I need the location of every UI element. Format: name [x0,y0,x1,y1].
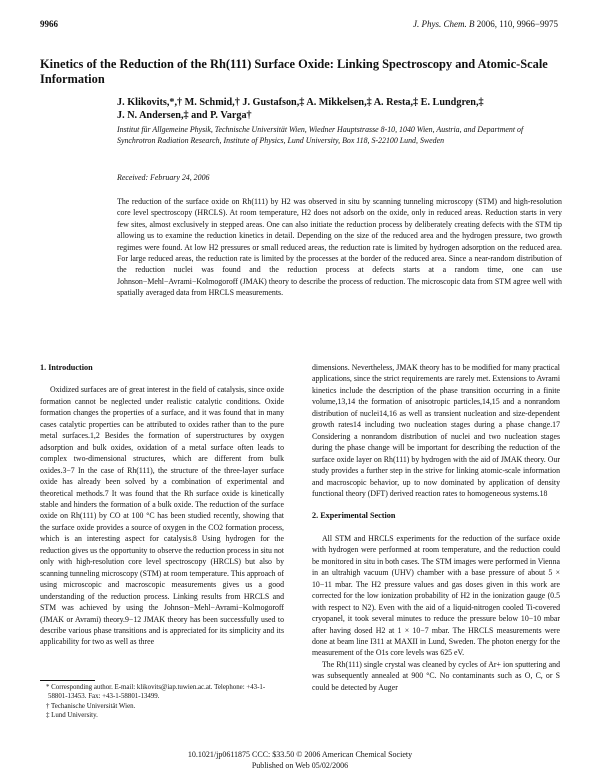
abstract: The reduction of the surface oxide on Rh(111) by H2 was observed in situ by scanning tunneling microscopy (STM) and high-resolution core level spectroscopy (HRCLS). At room temperature, H2 does not adsorb on the oxide, only in reduced areas. Reduction starts in very few sites, almost exclusively in stepped areas. One can also initiate the reduction process by deliberately creating defects with the STM tip allowing us to examine the reduction kinetics in detail. Depending on the size of the reduced area and the hydrogen pressure, two growth regimes were found. At low H2 pressures or small reduced areas, the reduction rate is limited by hydrogen adsorption on the reduced area. For large reduced areas, the reduction rate is limited by the processes at the border of the reduced area. Since a near-random distribution of the reduction nuclei was found and the reduction process at defects starts at a random time, one can use Johnson−Mehl−Avrami−Kolmogoroff (JMAK) theory to describe the process of reduction. The microscopic data from STM agree well with spatially averaged data from HRCLS measurements. [117,197,562,298]
doi-copyright-line: 10.1021/jp0611875 CCC: $33.50 © 2006 American Chemical Society [187,750,413,759]
page-number: 9966 [40,19,58,29]
journal-citation [413,19,558,29]
author-list [117,96,557,122]
article-title: Kinetics of the Reduction of the Rh(111) Surface Oxide: Linking Spectroscopy and Atomic-Scale Information [40,57,548,86]
section-heading-experimental: 2. Experimental Section [312,511,396,521]
footnote-affiliation-vienna: † Techanische Universität Wien. [46,702,136,710]
volume-pages: 2006, 110, 9966−9975 [474,19,558,29]
right-column [312,362,560,693]
affiliations: Institut für Allgemeine Physik, Technische Universität Wien, Wiedner Hauptstrasse 8-10, 1040 Wien, Austria, and Department of Synchrotron Radiation Research, Institute of Physics, Lund University, Box 118, S-22100 Lund, Sweden [117,125,524,145]
received-date: Received: February 24, 2006 [117,173,210,182]
footnote-corresponding-author: * Corresponding author. E-mail: klikovits@iap.tuwien.ac.at. Telephone: +43-1-58801-13453. Fax: +43-1-58801-13499. [46,684,266,701]
footnote-rule [40,680,95,681]
left-column [40,362,284,648]
author-line-1: J. Klikovits,*,† M. Schmid,† J. Gustafson,‡ A. Mikkelsen,‡ A. Resta,‡ E. Lundgren,‡ [117,97,484,108]
footnote-affiliation-lund: ‡ Lund University. [46,711,98,719]
journal-name: J. Phys. Chem. B [413,19,475,29]
intro-paragraph: Oxidized surfaces are of great interest in the field of catalysis, since oxide formation cannot be neglected under realistic catalytic conditions. Oxide formation changes the properties of a surface, and it was found that in many cases catalytic properties can be attributed to oxides rather than to the pure metal surfaces.1,2 Besides the formation of superstructures by oxygen adsorption and bulk oxides, oxidation of a metal surface often leads to complex two-dimensional structures, which are different from bulk oxides.3−7 In the case of Rh(111), the structure of the three-layer surface oxide has already been solved by a combination of experimental and theoretical methods.7 It was found that the Rh surface oxide is kinetically stable and hinders the formation of a bulk oxide. The reduction of the surface oxide on Rh(111) by CO at 100 °C has been studied recently, showing that the surface oxide provides a source of oxygen in the CO2 formation process, which is an interesting aspect for catalysis.8 Using hydrogen for the reduction gives us the opportunity to observe the reduction process in situ not only with high-resolution core level spectroscopy (HRCLS) but also by scanning tunneling microscopy (STM) at room temperature. This approach of using microscopic and macroscopic measurements gives us a good understanding of the reduction process. Linking results from HRCLS and STM was achieved by using the Johnson−Mehl−Avrami−Kolmogoroff (JMAK or Avrami) theory.9−12 JMAK theory has been successfully used to describe various phase transitions and is appreciated for its simplicity and its applicability for two as well as three [40,385,284,647]
experimental-paragraph-2: The Rh(111) single crystal was cleaned by cycles of Ar+ ion sputtering and was subsequently annealed at 900 °C. No contaminants such as O, C, or S could be detected by Auger [312,659,560,692]
section-heading-introduction: 1. Introduction [40,363,93,372]
author-line-2: J. N. Andersen,‡ and P. Varga† [117,110,252,121]
publication-date-line: Published on Web 05/02/2006 [251,761,349,770]
intro-continued-paragraph: dimensions. Nevertheless, JMAK theory has to be modified for many practical applications, since the strict requirements are rarely met. Extensions to Avrami kinetics include the description of the phase transition occurring in a finite volume,13,14 the formation of anisotropic particles,14,15 and a nonrandom distribution of nuclei14,16 as well as transient nucleation and size-dependent growth rates14 including two nucleation stages during a phase change.17 Considering a nonrandom distribution of nuclei and two nucleation stages during the phase change will be important for describing the reduction of the surface oxide layer on Rh(111) by hydrogen with the aid of JMAK theory. Our study provides a further step in the strive for linking atomic-scale information and macroscopic behavior, up to now dominated by application of density functional theory (DFT) derived reaction rates to homogeneous systems.18 [312,363,560,498]
experimental-paragraph-1: All STM and HRCLS experiments for the reduction of the surface oxide with hydrogen were performed at room temperature, and the reduction could be monitored in situ in both cases. The STM images were performed in Vienna in an ultrahigh vacuum (UHV) chamber with a base pressure of about 5 × 10−11 mbar. The H2 pressure values and gas doses given in this work are corrected for the low ionization probability of H2 in the ionization gauge (0.5 with respect to N2). Even with the aid of a liquid-nitrogen cooled Ti-covered cryopanel, it took several minutes to reduce the pressure below 10−10 mbar after having dosed H2 at 1 × 10−7 mbar. The HRCLS measurements were done at beam line I311 at MAXII in Lund, Sweden. The photon energy for the measurement of the O1s core levels was 625 eV. [312,533,560,658]
footnotes [40,683,284,720]
